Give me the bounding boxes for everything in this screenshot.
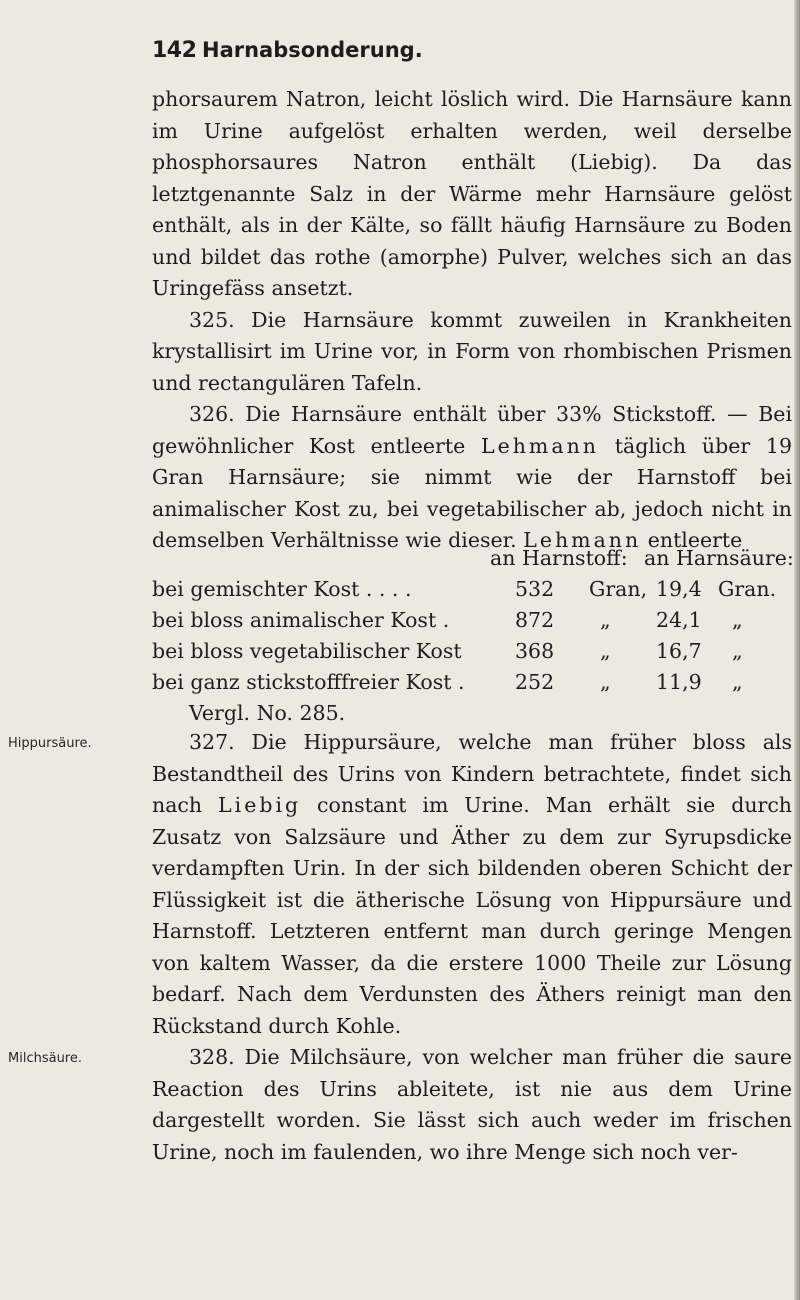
harnstoff-value: 368 (515, 639, 555, 663)
running-head: Harnabsonderung. (202, 38, 423, 62)
harnstoff-unit: „ (600, 608, 611, 632)
table-row (152, 608, 792, 639)
harnsaeure-unit: „ (732, 670, 743, 694)
harnstoff-value: 532 (515, 577, 555, 601)
harnsaeure-unit: „ (732, 639, 743, 663)
row-label: bei bloss vegetabilischer Kost (152, 639, 462, 663)
harnstoff-unit: „ (600, 670, 611, 694)
paragraph-continuation: phorsaurem Natron, leicht löslich wird. Die Harnsäure kann im Urine aufgelöst erhalten werden, weil derselbe phosphorsaures Natron enthält (Liebig). Da das letztgenannte Salz in der Wärme mehr Harnsäure gelöst enthält, als in der Kälte, so fällt häufig Harnsäure zu Boden und bildet das rothe (amorphe) Pulver, welches sich an das Uringefäss ansetzt. (152, 87, 792, 300)
harnstoff-unit: „ (600, 639, 611, 663)
paragraph-327 (152, 727, 792, 1042)
table-row (152, 577, 792, 608)
row-label: bei gemischter Kost . . . . (152, 577, 412, 601)
paragraph-328: 328. Die Milchsäure, von welcher man früher die saure Reaction des Urins ableitete, ist nie aus dem Urine dargestellt worden. Sie lässt sich auch weder im frischen Urine, noch im faulenden, wo ihre Menge sich noch ver- (152, 1045, 792, 1164)
author-name: Lehmann (480, 433, 599, 458)
column-header-harnstoff: an Harnstoff: (490, 546, 628, 570)
row-label: bei bloss animalischer Kost . (152, 608, 450, 632)
page-edge (794, 0, 800, 1300)
text-top (152, 84, 792, 557)
text-bottom (152, 727, 792, 1168)
paragraph-327-text-1: 327. Die Hippursäure, welche man früher bloss als Bestandtheil des Urins von Kindern betrachtete, findet sich nach (152, 730, 792, 817)
harnsaeure-value: 24,1 (656, 608, 702, 632)
page-number: 142 (152, 38, 197, 63)
harnsaeure-value: 19,4 (656, 577, 702, 601)
margin-note-milchsaeure: Milchsäure. (8, 1051, 82, 1066)
harnsaeure-unit: Gran. (718, 577, 777, 601)
harnstoff-value: 252 (515, 670, 555, 694)
margin-note-hippursaeure: Hippursäure. (8, 736, 92, 751)
paragraph-326 (152, 399, 792, 557)
paragraph-326-text-3: entleerte (641, 528, 743, 552)
paragraph-326-text-2: täglich über 19 Gran Harnsäure; sie nimmt wie der Harnstoff bei animalischer Kost zu, bei vegetabilischer ab, jedoch nicht in demselben Verhältnisse wie dieser. (152, 433, 792, 552)
harnstoff-value: 872 (515, 608, 555, 632)
harnsaeure-value: 16,7 (656, 639, 702, 663)
cross-reference: Vergl. No. 285. (189, 701, 346, 725)
table-row (152, 670, 792, 701)
author-name: Liebig (218, 793, 302, 817)
paragraph-325: 325. Die Harnsäure kommt zuweilen in Krankheiten krystallisirt im Urine vor, in Form von rhombischen Prismen und rectangulären Tafeln. (152, 307, 792, 395)
page-header (152, 38, 792, 72)
paragraph-327-text-2: constant im Urine. Man erhält sie durch Zusatz von Salzsäure und Äther zu dem zur Syrupsdicke verdampften Urin. In der sich bildenden oberen Schicht der Flüssigkeit ist die ätherische Lösung von Hippursäure und Harnstoff. Letzteren entfernt man durch geringe Mengen von kaltem Wasser, da die erstere 1000 Theile zur Lösung bedarf. Nach dem Verdunsten des Äthers reinigt man den Rückstand durch Kohle. (152, 793, 792, 1038)
author-name: Lehmann (523, 528, 642, 552)
table-row (152, 639, 792, 670)
row-label: bei ganz stickstofffreier Kost . (152, 670, 465, 694)
paragraph-326-text-1: 326. Die Harnsäure enthält über 33% Stickstoff. — Bei gewöhnlicher Kost entleerte (152, 402, 792, 458)
harnstoff-unit: Gran, (589, 577, 648, 601)
column-header-harnsaeure: an Harnsäure: (644, 546, 794, 570)
harnsaeure-value: 11,9 (656, 670, 702, 694)
harnsaeure-unit: „ (732, 608, 743, 632)
